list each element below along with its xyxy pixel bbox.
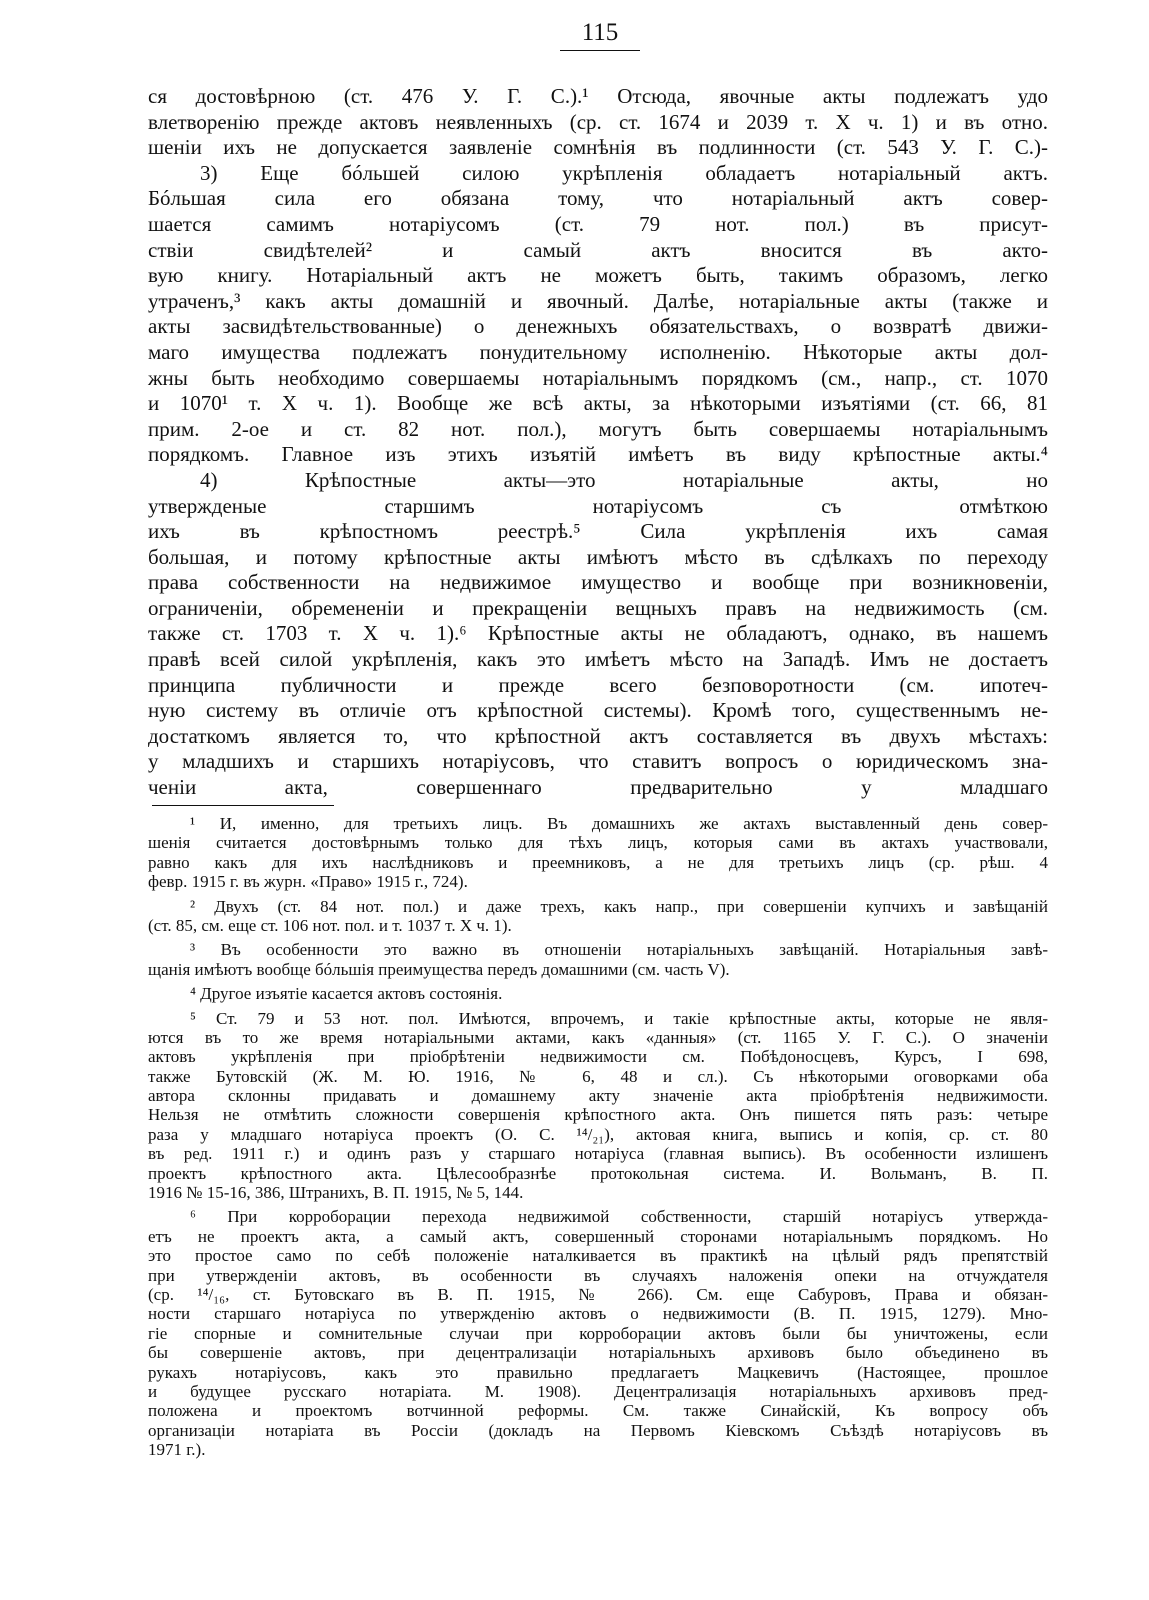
footnote	[148, 814, 1048, 892]
footnote-line: также Бутовскій (Ж. М. Ю. 1916, № 6, 48 и сл.). Съ нѣкоторыми оговорками оба	[148, 1066, 1048, 1086]
footnote-line: Нельзя не отмѣтить сложности совершенія крѣпостного акта. Онъ пишется пять разъ: четыре	[148, 1105, 1048, 1125]
text-line: большая, и потому крѣпостные акты имѣютъ мѣсто въ сдѣлкахъ по переходу	[148, 544, 1048, 569]
text-line: ся достовѣрною (ст. 476 У. Г. С.).¹ Отсюда, явочные акты подлежатъ удо	[148, 84, 1048, 108]
text-line: маго имущества подлежатъ понудительному исполненію. Нѣкоторые акты дол-	[148, 339, 1048, 364]
footnote-line: 1916 № 15-16, 386, Штранихъ, В. П. 1915, № 5, 144.	[148, 1183, 524, 1203]
footnote-separator	[152, 805, 334, 806]
footnote-line: шенія считается достовѣрнымъ только для тѣхъ лицъ, которыя сами въ актахъ участвовали,	[148, 833, 1048, 853]
footnote-line: етъ не проектъ акта, а самый актъ, совершенный сторонами нотаріальнымъ порядкомъ. Но	[148, 1226, 1048, 1246]
text-line: ную систему въ отличіе отъ крѣпостной системы). Кромѣ того, существеннымъ не-	[148, 698, 1048, 723]
text-line: ствіи свидѣтелей² и самый актъ вносится въ акто-	[148, 237, 1048, 262]
text-line: влетворенію прежде актовъ неявленныхъ (ср. ст. 1674 и 2039 т. X ч. 1) и въ отно.	[148, 109, 1048, 134]
footnote-line: ⁵ Ст. 79 и 53 нот. пол. Имѣются, впрочемъ, и такіе крѣпостные акты, которые не явля-	[190, 1008, 1048, 1028]
footnote-line: положена и проектомъ вотчинной реформы. См. также Синайскій, Къ вопросу объ	[148, 1401, 1048, 1421]
text-line: вую книгу. Нотаріальный актъ не можетъ быть, такимъ образомъ, легко	[148, 263, 1048, 288]
text-line: у младшихъ и старшихъ нотаріусовъ, что ставитъ вопросъ о юридическомъ зна-	[148, 749, 1048, 774]
page-number: 115	[560, 18, 640, 51]
footnote-line: актовъ укрѣпленія при пріобрѣтеніи недвижимости см. Побѣдоносцевъ, Курсъ, I 698,	[148, 1047, 1048, 1067]
text-line: утраченъ,³ какъ акты домашній и явочный. Далѣе, нотаріальные акты (также и	[148, 288, 1048, 313]
footnote	[148, 1009, 1048, 1203]
footnote-line: при утвержденіи актовъ, въ особенности въ случаяхъ наложенія опеки на отчуждателя	[148, 1265, 1048, 1285]
footnote-line: ются въ то же время нотаріальными актами, какъ «данныя» (ст. 1165 У. Г. С.). О значеніи	[148, 1027, 1048, 1047]
footnote-line: (ср. ¹⁴/₁₆, ст. Бутовскаго въ В. П. 1915, № 266). См. еще Сабуровъ, Права и обязан-	[148, 1284, 1048, 1304]
footnote-line: это простое само по себѣ положеніе наталкивается въ практикѣ на цѣлый рядъ препятствій	[148, 1246, 1048, 1266]
text-line: ченіи акта, совершеннаго предварительно у младшаго	[148, 775, 1048, 800]
text-line: права собственности на недвижимое имущество и вообще при возникновеніи,	[148, 570, 1048, 595]
footnote-line: ¹ И, именно, для третьихъ лицъ. Въ домашнихъ же актахъ выставленный день совер-	[190, 814, 1048, 833]
footnote-line: ⁴ Другое изъятіе касается актовъ состоянія.	[190, 984, 503, 1004]
footnote-line: раза у младшаго нотаріуса проектъ (О. С. ¹⁴/₂₁), актовая книга, выпись и копія, ср. ст. 80	[148, 1124, 1048, 1144]
text-line: утвержденые старшимъ нотаріусомъ съ отмѣткою	[148, 493, 1048, 518]
text-line: жны быть необходимо совершаемы нотаріальнымъ порядкомъ (см., напр., ст. 1070	[148, 365, 1048, 390]
main-text	[148, 84, 1048, 801]
footnote	[148, 897, 1048, 936]
footnote-line: ности старшаго нотаріуса по утвержденію актовъ о недвижимости (В. П. 1915, 1279). Мно-	[148, 1304, 1048, 1324]
text-line: также ст. 1703 т. X ч. 1).⁶ Крѣпостные акты не обладаютъ, однако, въ нашемъ	[148, 621, 1048, 646]
footnote-line: (ст. 85, см. еще ст. 106 нот. пол. и т. 1037 т. X ч. 1).	[148, 915, 512, 935]
text-line: 4) Крѣпостные акты—это нотаріальные акты, но	[200, 467, 1048, 492]
text-line: и 1070¹ т. X ч. 1). Вообще же всѣ акты, за нѣкоторыми изъятіями (ст. 66, 81	[148, 391, 1048, 416]
text-line: шеніи ихъ не допускается заявленіе сомнѣнія въ подлинности (ст. 543 У. Г. С.)-	[148, 135, 1048, 160]
footnote-line: февр. 1915 г. въ журн. «Право» 1915 г., 724).	[148, 872, 468, 892]
footnote	[148, 1207, 1048, 1459]
text-line: достаткомъ является то, что крѣпостной актъ составляется въ двухъ мѣстахъ:	[148, 723, 1048, 748]
text-line: шается самимъ нотаріусомъ (ст. 79 нот. пол.) въ присут-	[148, 211, 1048, 236]
text-line: порядкомъ. Главное изъ этихъ изъятій имѣетъ въ виду крѣпостные акты.⁴	[148, 442, 1048, 467]
footnote-line: и будущее русскаго нотаріата. М. 1908). Децентрализація нотаріальныхъ архивовъ пред-	[148, 1381, 1048, 1401]
text-line: 3) Еще бóльшей силою укрѣпленія обладаетъ нотаріальный актъ.	[200, 160, 1048, 185]
footnote-line: щанія имѣютъ вообще бóльшія преимущества передъ домашними (см. часть V).	[148, 959, 730, 979]
text-line: прим. 2-ое и ст. 82 нот. пол.), могутъ быть совершаемы нотаріальнымъ	[148, 416, 1048, 441]
footnote-line: ² Двухъ (ст. 84 нот. пол.) и даже трехъ, какъ напр., при совершеніи купчихъ и завѣщаній	[190, 896, 1048, 916]
text-line: принципа публичности и прежде всего безповоротности (см. ипотеч-	[148, 672, 1048, 697]
text-line: ограниченіи, обремененіи и прекращеніи вещныхъ правъ на недвижимость (см.	[148, 595, 1048, 620]
text-line: Бóльшая сила его обязана тому, что нотаріальный актъ совер-	[148, 186, 1048, 211]
footnote-line: рукахъ нотаріусовъ, какъ это правильно предлагаетъ Мацкевичъ (Настоящее, прошлое	[148, 1362, 1048, 1382]
text-line: правѣ всей силой укрѣпленія, какъ это имѣетъ мѣсто на Западѣ. Имъ не достаетъ	[148, 647, 1048, 672]
footnote-line: 1971 г.).	[148, 1440, 206, 1460]
footnote	[148, 940, 1048, 979]
footnote-line: ⁶ При корроборации перехода недвижимой собственности, старшій нотаріусъ утвержда-	[190, 1207, 1048, 1227]
footnote	[148, 984, 1048, 1003]
footnotes	[148, 814, 1048, 1465]
footnote-line: бы совершеніе актовъ, при децентрализаціи нотаріальныхъ архивовъ было объединено въ	[148, 1343, 1048, 1363]
text-line: ихъ въ крѣпостномъ реестрѣ.⁵ Сила укрѣпленія ихъ самая	[148, 519, 1048, 544]
footnote-line: ³ Въ особенности это важно въ отношеніи нотаріальныхъ завѣщаній. Нотаріальныя завѣ-	[190, 940, 1048, 960]
footnote-line: проектъ крѣпостного акта. Цѣлесообразнѣе протокольная система. И. Вольманъ, В. П.	[148, 1163, 1048, 1183]
text-line: акты засвидѣтельствованные) о денежныхъ обязательствахъ, о возвратѣ движи-	[148, 314, 1048, 339]
footnote-line: гіе спорные и сомнительные случаи при корроборации актовъ были бы уничтожены, если	[148, 1323, 1048, 1343]
footnote-line: въ ред. 1911 г.) и одинъ разъ у старшаго нотаріуса (главная выпись). Въ особенности излишенъ	[148, 1144, 1048, 1164]
footnote-line: равно какъ для ихъ наслѣдниковъ и преемниковъ, а не для третьихъ лицъ (ср. рѣш. 4	[148, 852, 1048, 872]
footnote-line: автора склонны придавать и домашнему акту значеніе акта пріобрѣтенія недвижимости.	[148, 1086, 1048, 1106]
footnote-line: организаціи нотаріата въ Россіи (докладъ на Первомъ Кіевскомъ Съѣздѣ нотаріусовъ въ	[148, 1420, 1048, 1440]
